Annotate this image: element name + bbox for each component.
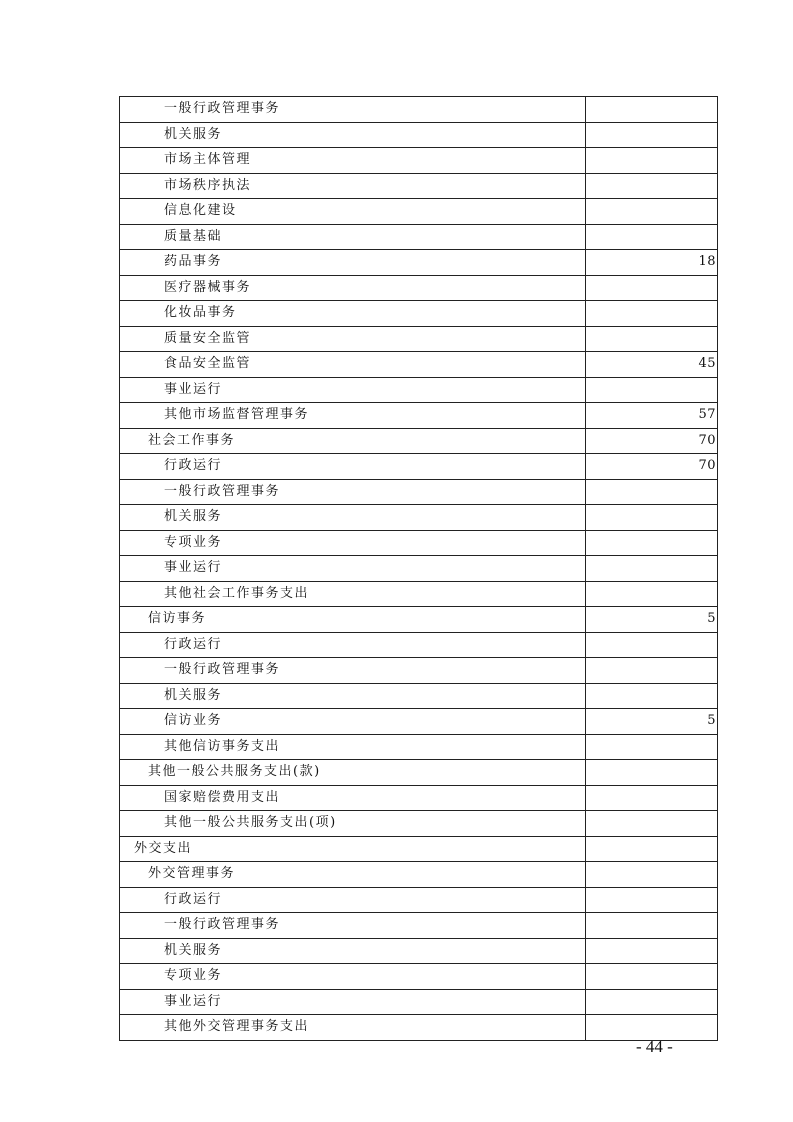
item-value-cell <box>586 683 718 709</box>
item-value-cell <box>586 97 718 123</box>
item-name-cell: 外交管理事务 <box>120 862 586 888</box>
item-value-cell: 45 <box>586 352 718 378</box>
table-row <box>120 862 718 888</box>
table-row <box>120 326 718 352</box>
table-row <box>120 556 718 582</box>
item-value-cell: 70 <box>586 454 718 480</box>
table-row <box>120 530 718 556</box>
item-name-cell: 事业运行 <box>120 989 586 1015</box>
table-row <box>120 148 718 174</box>
table-row <box>120 199 718 225</box>
item-value-cell <box>586 173 718 199</box>
item-name-cell: 机关服务 <box>120 938 586 964</box>
item-name-cell: 专项业务 <box>120 530 586 556</box>
table-row <box>120 607 718 633</box>
item-value-cell <box>586 581 718 607</box>
table-row <box>120 1015 718 1041</box>
table-row <box>120 250 718 276</box>
item-value-cell <box>586 734 718 760</box>
table-row <box>120 836 718 862</box>
item-value-cell <box>586 887 718 913</box>
budget-table-body <box>120 97 718 1041</box>
table-row <box>120 505 718 531</box>
item-value-cell <box>586 148 718 174</box>
table-row <box>120 275 718 301</box>
table-row <box>120 989 718 1015</box>
item-name-cell: 一般行政管理事务 <box>120 913 586 939</box>
item-value-cell <box>586 658 718 684</box>
item-name-cell: 外交支出 <box>120 836 586 862</box>
table-row <box>120 658 718 684</box>
item-value-cell <box>586 301 718 327</box>
table-row <box>120 352 718 378</box>
item-name-cell: 机关服务 <box>120 505 586 531</box>
item-name-cell: 其他信访事务支出 <box>120 734 586 760</box>
item-name-cell: 市场主体管理 <box>120 148 586 174</box>
item-value-cell: 18 <box>586 250 718 276</box>
table-row <box>120 403 718 429</box>
item-name-cell: 信访业务 <box>120 709 586 735</box>
table-row <box>120 964 718 990</box>
page-number: - 44 - <box>636 1037 673 1056</box>
table-row <box>120 97 718 123</box>
item-name-cell: 其他市场监督管理事务 <box>120 403 586 429</box>
table-row <box>120 173 718 199</box>
item-value-cell <box>586 377 718 403</box>
item-value-cell <box>586 862 718 888</box>
item-value-cell <box>586 811 718 837</box>
item-value-cell <box>586 505 718 531</box>
item-name-cell: 市场秩序执法 <box>120 173 586 199</box>
item-value-cell <box>586 556 718 582</box>
item-name-cell: 行政运行 <box>120 887 586 913</box>
item-name-cell: 事业运行 <box>120 377 586 403</box>
item-name-cell: 药品事务 <box>120 250 586 276</box>
item-value-cell <box>586 530 718 556</box>
table-row <box>120 454 718 480</box>
item-value-cell <box>586 836 718 862</box>
table-row <box>120 479 718 505</box>
item-name-cell: 专项业务 <box>120 964 586 990</box>
item-value-cell <box>586 326 718 352</box>
item-name-cell: 国家赔偿费用支出 <box>120 785 586 811</box>
table-row <box>120 683 718 709</box>
table-row <box>120 760 718 786</box>
item-name-cell: 事业运行 <box>120 556 586 582</box>
item-value-cell <box>586 224 718 250</box>
item-name-cell: 信访事务 <box>120 607 586 633</box>
item-name-cell: 机关服务 <box>120 122 586 148</box>
item-name-cell: 行政运行 <box>120 454 586 480</box>
item-name-cell: 化妆品事务 <box>120 301 586 327</box>
item-value-cell <box>586 760 718 786</box>
item-name-cell: 其他一般公共服务支出(款) <box>120 760 586 786</box>
item-name-cell: 其他一般公共服务支出(项) <box>120 811 586 837</box>
item-value-cell <box>586 913 718 939</box>
table-row <box>120 224 718 250</box>
item-name-cell: 其他社会工作事务支出 <box>120 581 586 607</box>
item-value-cell <box>586 122 718 148</box>
table-row <box>120 122 718 148</box>
item-value-cell: 57 <box>586 403 718 429</box>
item-name-cell: 一般行政管理事务 <box>120 97 586 123</box>
item-value-cell <box>586 989 718 1015</box>
item-value-cell <box>586 199 718 225</box>
table-row <box>120 428 718 454</box>
item-name-cell: 一般行政管理事务 <box>120 479 586 505</box>
item-value-cell: 5 <box>586 709 718 735</box>
table-row <box>120 811 718 837</box>
item-value-cell <box>586 785 718 811</box>
item-name-cell: 一般行政管理事务 <box>120 658 586 684</box>
item-value-cell: 5 <box>586 607 718 633</box>
item-name-cell: 质量安全监管 <box>120 326 586 352</box>
item-value-cell <box>586 479 718 505</box>
item-name-cell: 医疗器械事务 <box>120 275 586 301</box>
table-row <box>120 377 718 403</box>
item-value-cell <box>586 938 718 964</box>
table-row <box>120 581 718 607</box>
item-name-cell: 信息化建设 <box>120 199 586 225</box>
table-row <box>120 301 718 327</box>
table-row <box>120 632 718 658</box>
item-value-cell: 70 <box>586 428 718 454</box>
item-name-cell: 社会工作事务 <box>120 428 586 454</box>
item-value-cell <box>586 964 718 990</box>
table-row <box>120 938 718 964</box>
item-name-cell: 其他外交管理事务支出 <box>120 1015 586 1041</box>
table-row <box>120 785 718 811</box>
item-name-cell: 质量基础 <box>120 224 586 250</box>
item-value-cell <box>586 632 718 658</box>
table-row <box>120 734 718 760</box>
item-value-cell <box>586 275 718 301</box>
budget-table <box>119 96 718 1041</box>
item-name-cell: 行政运行 <box>120 632 586 658</box>
table-row <box>120 887 718 913</box>
item-name-cell: 食品安全监管 <box>120 352 586 378</box>
table-row <box>120 709 718 735</box>
item-name-cell: 机关服务 <box>120 683 586 709</box>
table-row <box>120 913 718 939</box>
